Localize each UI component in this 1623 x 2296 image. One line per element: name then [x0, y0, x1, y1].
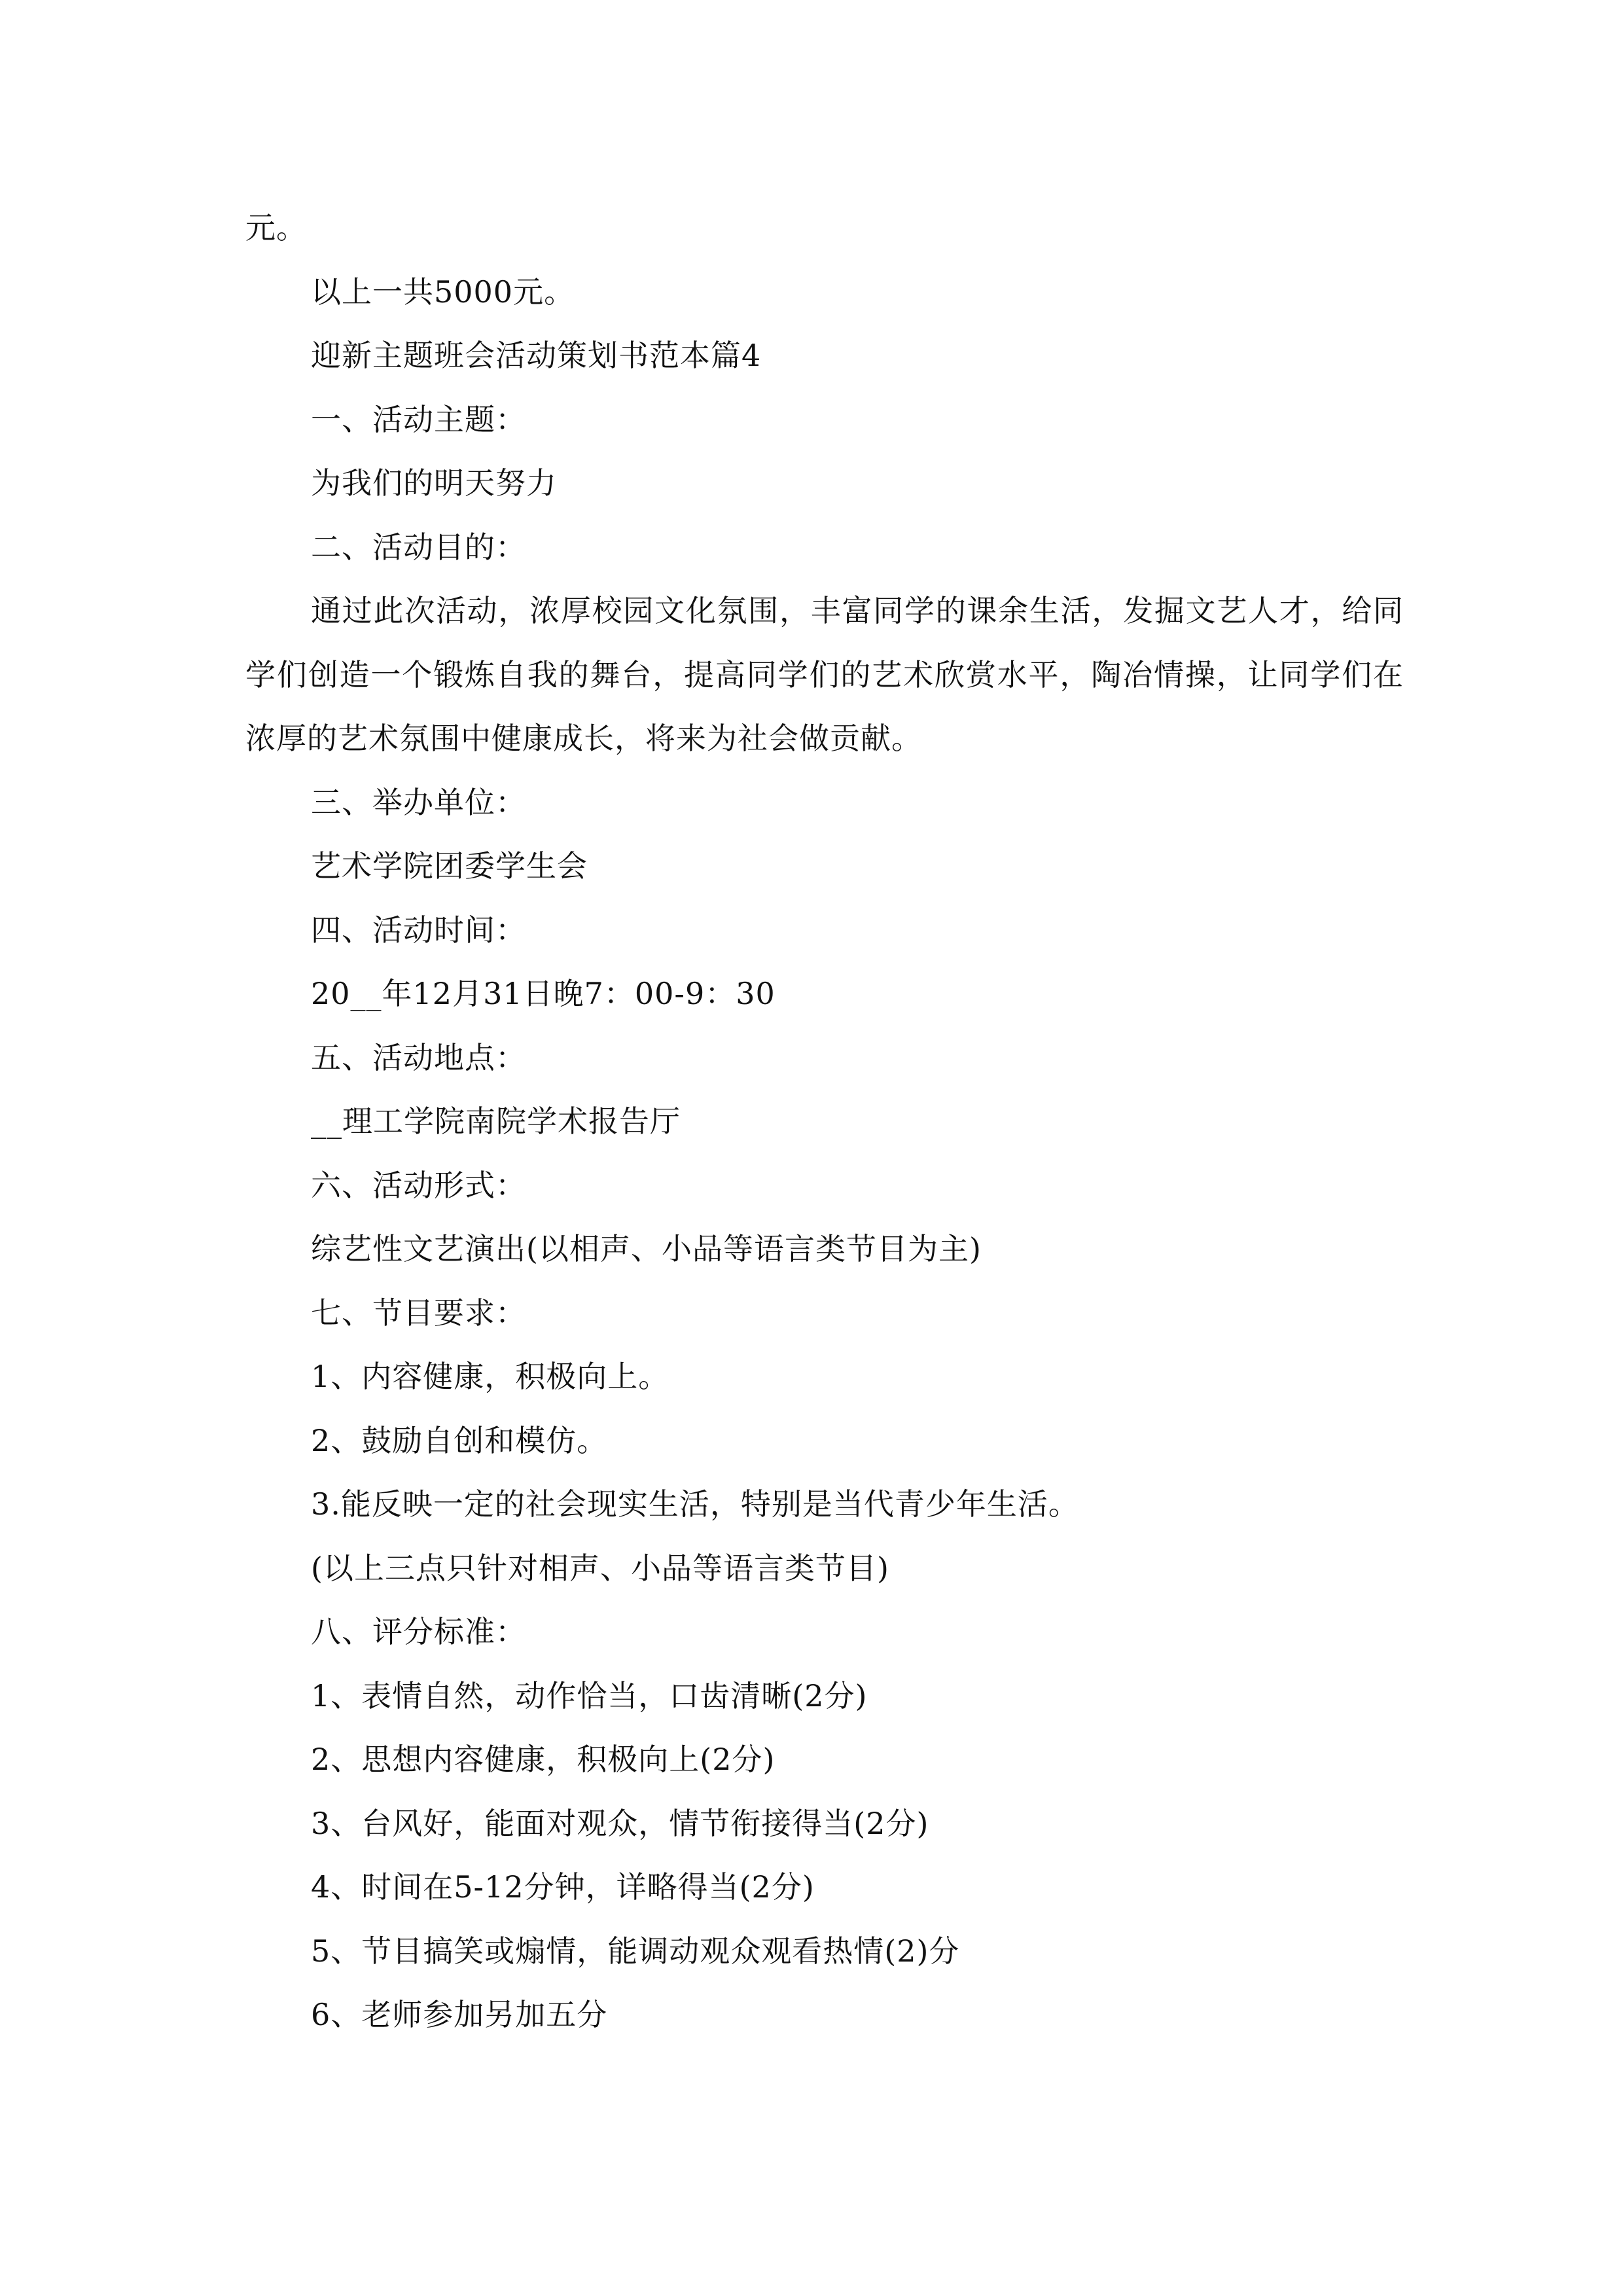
- list-item: 2、鼓励自创和模仿。: [311, 1422, 608, 1458]
- list-item: 3.能反映一定的社会现实生活，特别是当代青少年生活。: [311, 1486, 1079, 1522]
- heading-scoring: 八、评分标准：: [311, 1614, 526, 1649]
- heading-time: 四、活动时间：: [311, 912, 526, 948]
- note-line: (以上三点只针对相声、小品等语言类节目): [311, 1550, 889, 1586]
- text-line: 元。: [245, 210, 307, 245]
- list-item: 1、内容健康，积极向上。: [311, 1359, 669, 1394]
- heading-theme: 一、活动主题：: [311, 401, 526, 437]
- heading-location: 五、活动地点：: [311, 1039, 526, 1075]
- text-line: 艺术学院团委学生会: [311, 848, 588, 884]
- list-item: 6、老师参加另加五分: [311, 1997, 608, 2032]
- document-body: [245, 196, 1404, 2047]
- heading-format: 六、活动形式：: [311, 1167, 526, 1203]
- text-line: 综艺性文艺演出(以相声、小品等语言类节目为主): [311, 1231, 982, 1266]
- list-item: 3、台风好，能面对观众，情节衔接得当(2分): [311, 1805, 929, 1841]
- purpose-paragraph: 通过此次活动，浓厚校园文化氛围，丰富同学的课余生活，发掘文艺人才，给同学们创造一个锻炼自我的舞台，提高同学们的艺术欣赏水平，陶冶情操，让同学们在浓厚的艺术氛围中健康成长，将来为社会做贡献。: [245, 593, 1404, 756]
- text-line: 为我们的明天努力: [311, 465, 557, 501]
- text-line: 20__年12月31日晚7：00-9：30: [311, 976, 776, 1011]
- heading-requirements: 七、节目要求：: [311, 1295, 526, 1331]
- heading-purpose: 二、活动目的：: [311, 529, 526, 565]
- list-item: 2、思想内容健康，积极向上(2分): [311, 1742, 776, 1777]
- section-title: 迎新主题班会活动策划书范本篇4: [311, 338, 762, 373]
- text-line: __理工学院南院学术报告厅: [311, 1103, 681, 1139]
- heading-organizer: 三、举办单位：: [311, 784, 526, 820]
- list-item: 5、节目搞笑或煽情，能调动观众观看热情(2)分: [311, 1933, 960, 1969]
- list-item: 4、时间在5-12分钟，详略得当(2分): [311, 1869, 815, 1905]
- list-item: 1、表情自然，动作恰当，口齿清晰(2分): [311, 1677, 868, 1713]
- text-line: 以上一共5000元。: [311, 274, 575, 310]
